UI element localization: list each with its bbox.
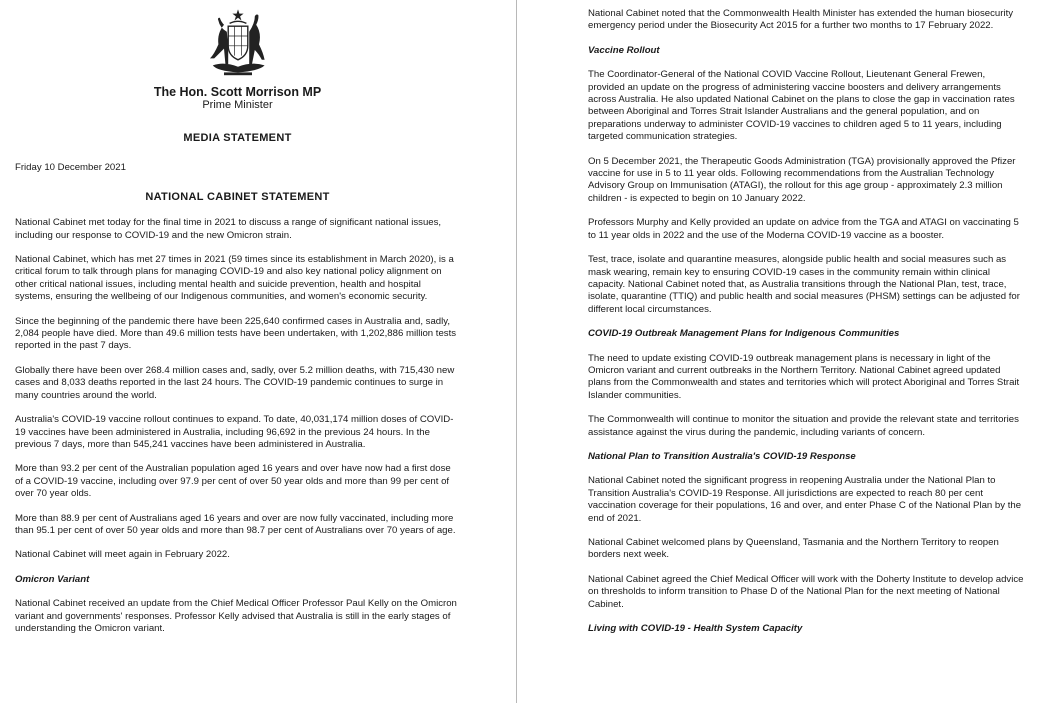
coat-of-arms-icon: [203, 8, 273, 78]
section-heading-vaccine: Vaccine Rollout: [588, 44, 660, 56]
statement-title: NATIONAL CABINET STATEMENT: [145, 190, 330, 203]
paragraph: Globally there have been over 268.4 million cases and, sadly, over 5.2 million deaths, with 715,430 new cases and 8,033 deaths reported in the last 24 hours. The COVID-19 pandemic continues to surge in many countries around the world.: [15, 364, 455, 401]
right-page: [588, 0, 1024, 647]
paragraph: On 5 December 2021, the Therapeutic Goods Administration (TGA) provisionally approved the Pfizer vaccine for use in 5 to 11 year olds. Following recommendations from the Australian Technology Advisory Group on Immunisation (ATAGI), the rollout for this age group - approximately 2.3 million children - is expected to begin on 10 January 2022.: [588, 155, 1016, 204]
section-heading-living: Living with COVID-19 - Health System Capacity: [588, 623, 803, 635]
paragraph: Australia's COVID-19 vaccine rollout continues to expand. To date, 40,031,174 million doses of COVID-19 vaccines have been administered in Australia, including 96,692 in the previous 24 hours. In the previous 7 days, more than 545,241 vaccines have been administered in Australia.: [15, 414, 454, 450]
doc-type: MEDIA STATEMENT: [183, 132, 292, 144]
minister-role: Prime Minister: [202, 99, 273, 111]
minister-name: The Hon. Scott Morrison MP: [153, 85, 322, 99]
section-heading-outbreak: COVID-19 Outbreak Management Plans for Indigenous Communities: [588, 328, 900, 340]
paragraph: National Cabinet, which has met 27 times in 2021 (59 times since its establishment in March 2020), is a critical forum to talk through plans for managing COVID-19 and also key national policy alignment on other critical national issues, including mental health and suicide prevention, health and hospital systems, ensuring the wellbeing of our Indigenous communities, and women's economic security.: [15, 254, 454, 303]
paragraph: Since the beginning of the pandemic there have been 225,640 confirmed cases in Australia and, sadly, 2,084 people have died. More than 49.6 million tests have been undertaken, with 1,202,886 million tests reported in the past 7 days.: [15, 315, 457, 352]
paragraph: More than 88.9 per cent of Australians aged 16 years and over are now fully vaccinated, including more than 95.1 per cent of over 50 year olds and more than 98.7 per cent of Australians over 70 years of age.: [15, 512, 456, 536]
paragraph: National Cabinet agreed the Chief Medical Officer will work with the Doherty Institute to develop advice on thresholds to inform transition to Phase D of the National Plan for the next meeting of National Cabinet.: [588, 573, 1024, 610]
paragraph: National Cabinet noted the significant progress in reopening Australia under the National Plan to Transition Australia's COVID-19 Response. All jurisdictions are expected to reach 80 per cent vaccination coverage for their populations, 16 and over, and enter Phase C of the National Plan by the end of 2021.: [588, 475, 1022, 524]
coat-of-arms: [15, 8, 460, 80]
paragraph: Test, trace, isolate and quarantine measures, alongside public health and social measures such as mask wearing, remain key to ensuring COVID-19 cases in the community remain within clinical capacity. National Cabinet noted that, as Australia transitions through the National Plan, test, trace, isolate, quarantine (TTIQ) and public health and social measures (PHSM) settings can be adjusted for different local circumstances.: [588, 254, 1020, 315]
paragraph: The need to update existing COVID-19 outbreak management plans is necessary in light of the Omicron variant and current outbreaks in the Northern Territory. National Cabinet agreed updated plans from the Commonwealth and states and territories which will protect Aboriginal and Torres Strait Islander communities.: [588, 352, 1020, 401]
paragraph: National Cabinet met today for the final time in 2021 to discuss a range of significant national issues, including our response to COVID-19 and the new Omicron strain.: [15, 217, 442, 241]
paragraph: Professors Murphy and Kelly provided an update on advice from the TGA and ATAGI on vaccinating 5 to 11 year olds in 2022 and the use of the Moderna COVID-19 vaccine as a booster.: [588, 217, 1019, 241]
left-page: [15, 0, 460, 647]
page-divider: [516, 0, 517, 703]
paragraph: National Cabinet noted that the Commonwealth Health Minister has extended the human biosecurity emergency period under the Biosecurity Act 2015 for a further two months to 17 February 2022.: [588, 8, 1014, 32]
statement-date: Friday 10 December 2021: [15, 162, 126, 174]
paragraph: The Commonwealth will continue to monitor the situation and provide the relevant state and territories assistance against the virus during the pandemic, including variants of concern.: [588, 414, 1019, 438]
paragraph: National Cabinet will meet again in February 2022.: [15, 549, 230, 561]
paragraph: National Cabinet received an update from the Chief Medical Officer Professor Paul Kelly on the Omicron variant and governments' responses. Professor Kelly advised that Australia is still in the early stages of understanding the Omicron variant.: [15, 598, 457, 634]
paragraph: The Coordinator-General of the National COVID Vaccine Rollout, Lieutenant General Frewen, provided an update on the progress of administering vaccine boosters and delivery arrangements across Australia. He also updated National Cabinet on the plans to close the gap in vaccination rates between Aboriginal and Torres Strait Islander Australians and the general population, and on preparations underway to administer COVID-19 vaccines to children aged 5 to 11 years, including targeted communication strategies.: [588, 69, 1015, 143]
paragraph: National Cabinet welcomed plans by Queensland, Tasmania and the Northern Territory to reopen borders next week.: [588, 537, 999, 561]
section-heading-national-plan: National Plan to Transition Australia's COVID-19 Response: [588, 450, 856, 462]
paragraph: More than 93.2 per cent of the Australian population aged 16 years and over have now had a first dose of a COVID-19 vaccine, including over 97.9 per cent of over 50 year olds and more than 99 per cent of over 70 year olds.: [15, 463, 451, 500]
section-heading-omicron: Omicron Variant: [15, 573, 90, 585]
